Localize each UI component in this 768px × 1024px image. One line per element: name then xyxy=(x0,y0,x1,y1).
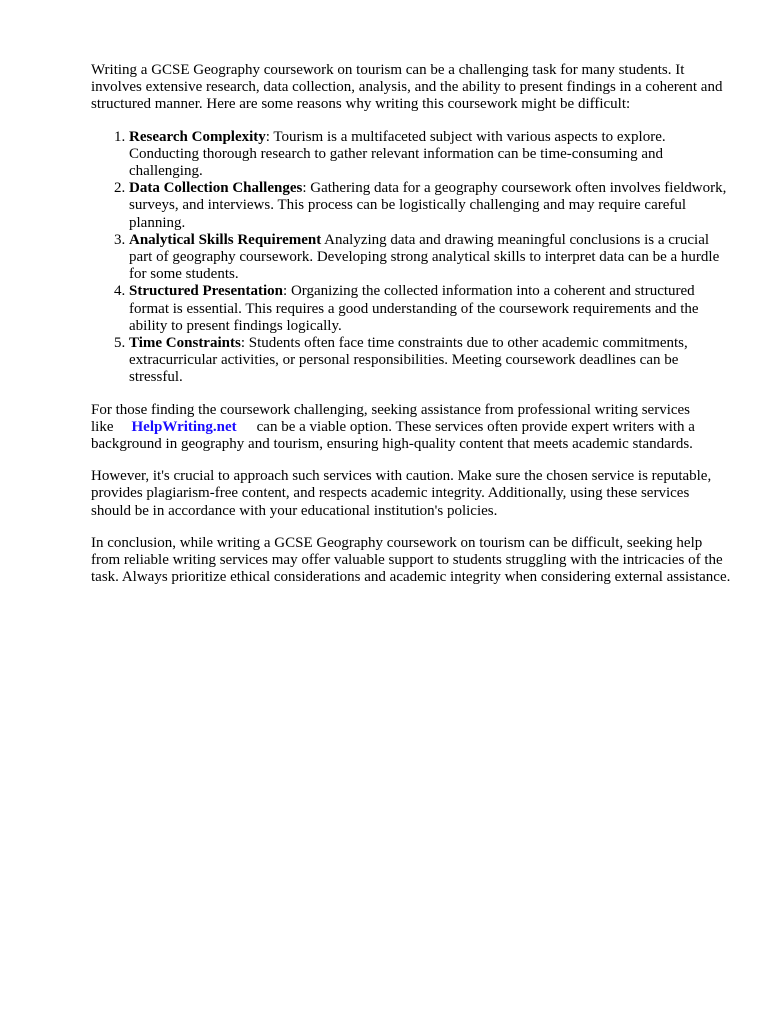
list-item-title: Data Collection Challenges xyxy=(129,180,303,197)
list-item-separator: : xyxy=(240,335,245,352)
helpwriting-link[interactable]: HelpWriting.net xyxy=(131,418,237,435)
list-item xyxy=(129,283,731,335)
list-item-separator: : xyxy=(302,180,307,197)
reasons-list xyxy=(91,129,731,387)
list-item-title: Research Complexity xyxy=(129,128,266,145)
list-item-text: Analyzing data and drawing meaningful conclusions is a crucial part of geography coursework. Developing strong analytical skills to interpret data can be a hurdle for some students. xyxy=(129,231,720,283)
list-item xyxy=(129,180,731,232)
conclusion-paragraph: In conclusion, while writing a GCSE Geography coursework on tourism can be difficult, seeking help from reliable writing services may offer valuable support to students struggling with the intricacies of the task. Always prioritize ethical considerations and academic integrity when considering external assistance. xyxy=(91,534,731,586)
list-item xyxy=(129,335,731,387)
caution-paragraph: However, it's crucial to approach such services with caution. Make sure the chosen service is reputable, provides plagiarism-free content, and respects academic integrity. Additionally, using these services should be in accordance with your educational institution's policies. xyxy=(91,468,712,519)
assistance-paragraph xyxy=(91,402,731,454)
intro-paragraph: Writing a GCSE Geography coursework on tourism can be a challenging task for many students. It involves extensive research, data collection, analysis, and the ability to present findings in a coherent and structured manner. Here are some reasons why writing this coursework might be difficult: xyxy=(91,62,723,113)
list-item-text: Organizing the collected information into a coherent and structured format is essential. This requires a good understanding of the coursework requirements and the ability to present findings logically. xyxy=(129,283,699,334)
list-item-title: Analytical Skills Requirement xyxy=(129,231,322,248)
list-item xyxy=(129,129,731,181)
assistance-text-after: can be a viable option. These services often provide expert writers with a background in geography and tourism, ensuring high-quality content that meets academic standards. xyxy=(91,418,695,453)
list-item-text: Students often face time constraints due to other academic commitments, extracurricular activities, or personal responsibilities. Meeting coursework deadlines can be stressful. xyxy=(129,335,688,386)
assistance-text-before: For those finding the coursework challenging, seeking assistance from professional writing services like xyxy=(91,401,691,435)
list-item-separator: : xyxy=(265,128,270,145)
list-item-separator: : xyxy=(283,283,288,300)
list-item-text: Tourism is a multifaceted subject with various aspects to explore. Conducting thorough research to gather relevant information can be time-consuming and challenging. xyxy=(129,128,666,180)
list-item-title: Time Constraints xyxy=(129,335,241,352)
list-item xyxy=(129,232,731,284)
list-item-text: Gathering data for a geography coursework often involves fieldwork, surveys, and interviews. This process can be logistically challenging and may require careful planning. xyxy=(129,180,727,231)
document-page xyxy=(91,62,731,601)
list-item-title: Structured Presentation xyxy=(129,283,284,300)
